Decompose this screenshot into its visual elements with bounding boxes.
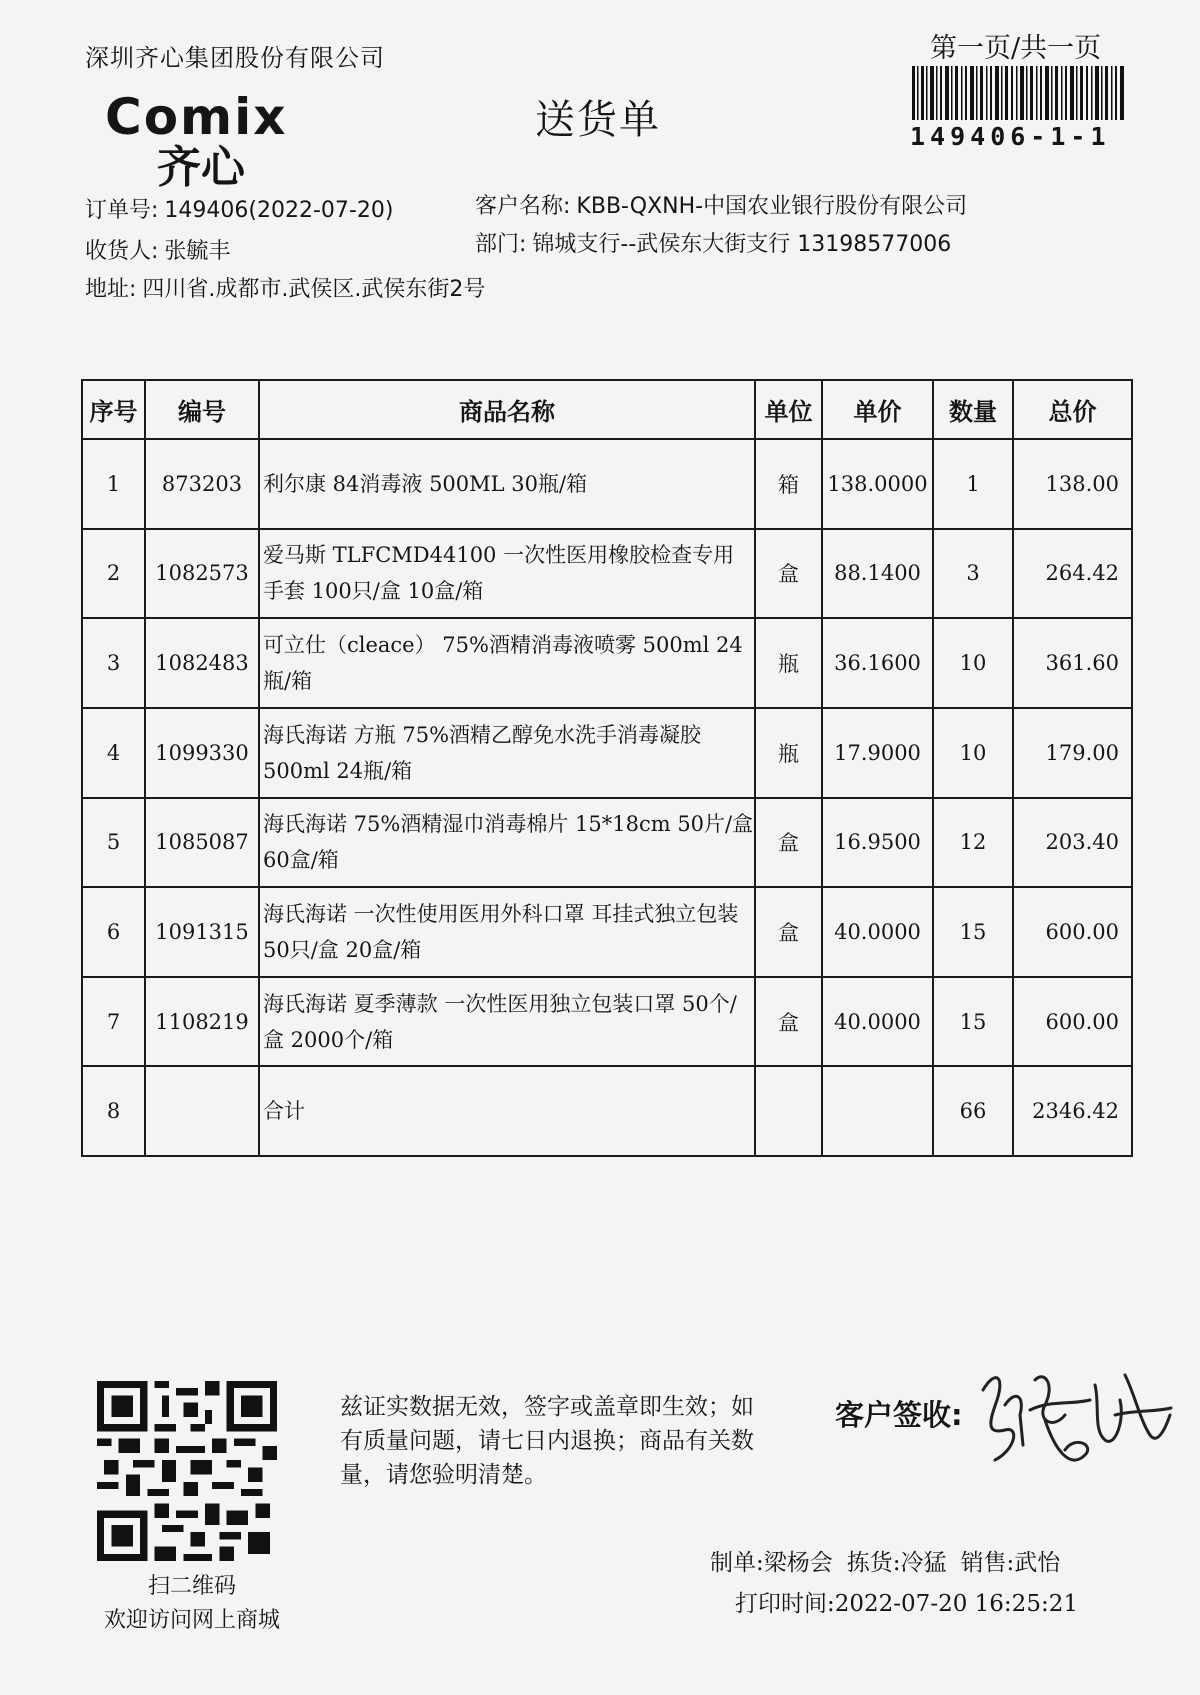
header-quantity: 数量 [933, 380, 1013, 439]
cell-total: 361.60 [1013, 618, 1132, 708]
customer-line [475, 189, 967, 220]
handwritten-signature [975, 1360, 1175, 1490]
cell-total: 600.00 [1013, 977, 1132, 1067]
cell-seq: 7 [82, 977, 145, 1067]
cell-total: 203.40 [1013, 798, 1132, 888]
cell-unit-price: 36.1600 [822, 618, 933, 708]
cell-quantity: 66 [933, 1066, 1013, 1156]
order-number-label: 订单号: [85, 198, 159, 223]
customer-value: KBB-QXNH-中国农业银行股份有限公司 [576, 194, 968, 219]
cell-total: 138.00 [1013, 439, 1132, 529]
receiver-label: 收货人: [85, 239, 159, 264]
cell-code: 873203 [145, 439, 259, 529]
cell-quantity: 12 [933, 798, 1013, 888]
logo-chinese: 齐心 [157, 142, 245, 193]
table-row [82, 887, 1132, 977]
cell-unit-price: 16.9500 [822, 798, 933, 888]
customer-sign-label: 客户签收: [835, 1398, 963, 1432]
cell-product-name: 合计 [259, 1066, 755, 1156]
qr-code [97, 1381, 277, 1561]
header-product-name: 商品名称 [259, 380, 755, 439]
cell-quantity: 1 [933, 439, 1013, 529]
maker-text: 制单:梁杨会 [710, 1550, 833, 1576]
qr-caption-scan: 扫二维码 [147, 1574, 236, 1599]
cell-seq: 3 [82, 618, 145, 708]
header-unit-price: 单价 [822, 380, 933, 439]
cell-unit: 瓶 [755, 708, 822, 798]
cell-unit-price: 17.9000 [822, 708, 933, 798]
address-line [85, 272, 485, 303]
department-label: 部门: [475, 232, 527, 257]
receiver-value: 张毓丰 [164, 239, 231, 264]
department-line [475, 227, 951, 258]
print-time: 打印时间:2022-07-20 16:25:21 [735, 1591, 1078, 1617]
cell-unit: 箱 [755, 439, 822, 529]
cell-code: 1085087 [145, 798, 259, 888]
cell-total: 264.42 [1013, 529, 1132, 619]
document-title: 送货单 [535, 97, 661, 143]
address-label: 地址: [85, 277, 137, 302]
cell-unit-price: 40.0000 [822, 887, 933, 977]
order-number-value: 149406(2022-07-20) [164, 198, 394, 223]
department-value: 锦城支行--武侯东大街支行 13198577006 [532, 232, 952, 257]
cell-unit-price [822, 1066, 933, 1156]
header-total: 总价 [1013, 380, 1132, 439]
cell-unit: 瓶 [755, 618, 822, 708]
cell-code: 1099330 [145, 708, 259, 798]
table-row [82, 618, 1132, 708]
table-row-summary [82, 1066, 1132, 1156]
cell-seq: 5 [82, 798, 145, 888]
barcode-image [912, 66, 1126, 120]
cell-quantity: 10 [933, 708, 1013, 798]
cell-product-name: 海氏海诺 一次性使用医用外科口罩 耳挂式独立包装 50只/盒 20盒/箱 [259, 887, 755, 977]
company-name: 深圳齐心集团股份有限公司 [85, 44, 385, 72]
cell-code [145, 1066, 259, 1156]
cell-product-name: 海氏海诺 夏季薄款 一次性医用独立包装口罩 50个/盒 2000个/箱 [259, 977, 755, 1067]
header-unit: 单位 [755, 380, 822, 439]
table-header-row [82, 380, 1132, 439]
cell-unit: 盒 [755, 529, 822, 619]
header-seq: 序号 [82, 380, 145, 439]
cell-product-name: 利尔康 84消毒液 500ML 30瓶/箱 [259, 439, 755, 529]
address-value: 四川省.成都市.武侯区.武侯东街2号 [142, 277, 486, 302]
customer-label: 客户名称: [475, 194, 571, 219]
barcode-number: 149406-1-1 [910, 122, 1111, 151]
cell-quantity: 10 [933, 618, 1013, 708]
cell-seq: 6 [82, 887, 145, 977]
cell-product-name: 可立仕（cleace） 75%酒精消毒液喷雾 500ml 24瓶/箱 [259, 618, 755, 708]
table-row [82, 708, 1132, 798]
cell-quantity: 3 [933, 529, 1013, 619]
cell-seq: 8 [82, 1066, 145, 1156]
comix-logo [105, 88, 345, 193]
qr-caption-welcome: 欢迎访问网上商城 [103, 1608, 280, 1633]
order-number-line [85, 193, 393, 224]
cell-code: 1082483 [145, 618, 259, 708]
cell-total: 600.00 [1013, 887, 1132, 977]
cell-unit-price: 40.0000 [822, 977, 933, 1067]
receiver-line [85, 234, 230, 265]
table-row [82, 529, 1132, 619]
cell-code: 1108219 [145, 977, 259, 1067]
cell-quantity: 15 [933, 887, 1013, 977]
cell-total: 179.00 [1013, 708, 1132, 798]
cell-unit: 盒 [755, 798, 822, 888]
notice-text: 兹证实数据无效，签字或盖章即生效；如有质量问题，请七日内退换；商品有关数量，请您验明清楚。 [340, 1394, 754, 1488]
table-row [82, 798, 1132, 888]
page-indicator: 第一页/共一页 [930, 33, 1102, 64]
items-table [81, 379, 1133, 1157]
staff-line [710, 1544, 1074, 1577]
table-row [82, 439, 1132, 529]
picker-text: 拣货:冷猛 [846, 1550, 947, 1576]
cell-unit-price: 88.1400 [822, 529, 933, 619]
cell-product-name: 爱马斯 TLFCMD44100 一次性医用橡胶检查专用手套 100只/盒 10盒/箱 [259, 529, 755, 619]
table-row [82, 977, 1132, 1067]
cell-unit [755, 1066, 822, 1156]
qr-caption [92, 1570, 292, 1638]
cell-unit-price: 138.0000 [822, 439, 933, 529]
header-code: 编号 [145, 380, 259, 439]
logo-english: Comix [105, 88, 288, 146]
cell-seq: 1 [82, 439, 145, 529]
cell-seq: 4 [82, 708, 145, 798]
cell-product-name: 海氏海诺 方瓶 75%酒精乙醇免水洗手消毒凝胶 500ml 24瓶/箱 [259, 708, 755, 798]
cell-quantity: 15 [933, 977, 1013, 1067]
cell-code: 1091315 [145, 887, 259, 977]
cell-seq: 2 [82, 529, 145, 619]
cell-total: 2346.42 [1013, 1066, 1132, 1156]
cell-unit: 盒 [755, 887, 822, 977]
sales-text: 销售:武怡 [960, 1550, 1061, 1576]
cell-product-name: 海氏海诺 75%酒精湿巾消毒棉片 15*18cm 50片/盒 60盒/箱 [259, 798, 755, 888]
cell-unit: 盒 [755, 977, 822, 1067]
cell-code: 1082573 [145, 529, 259, 619]
